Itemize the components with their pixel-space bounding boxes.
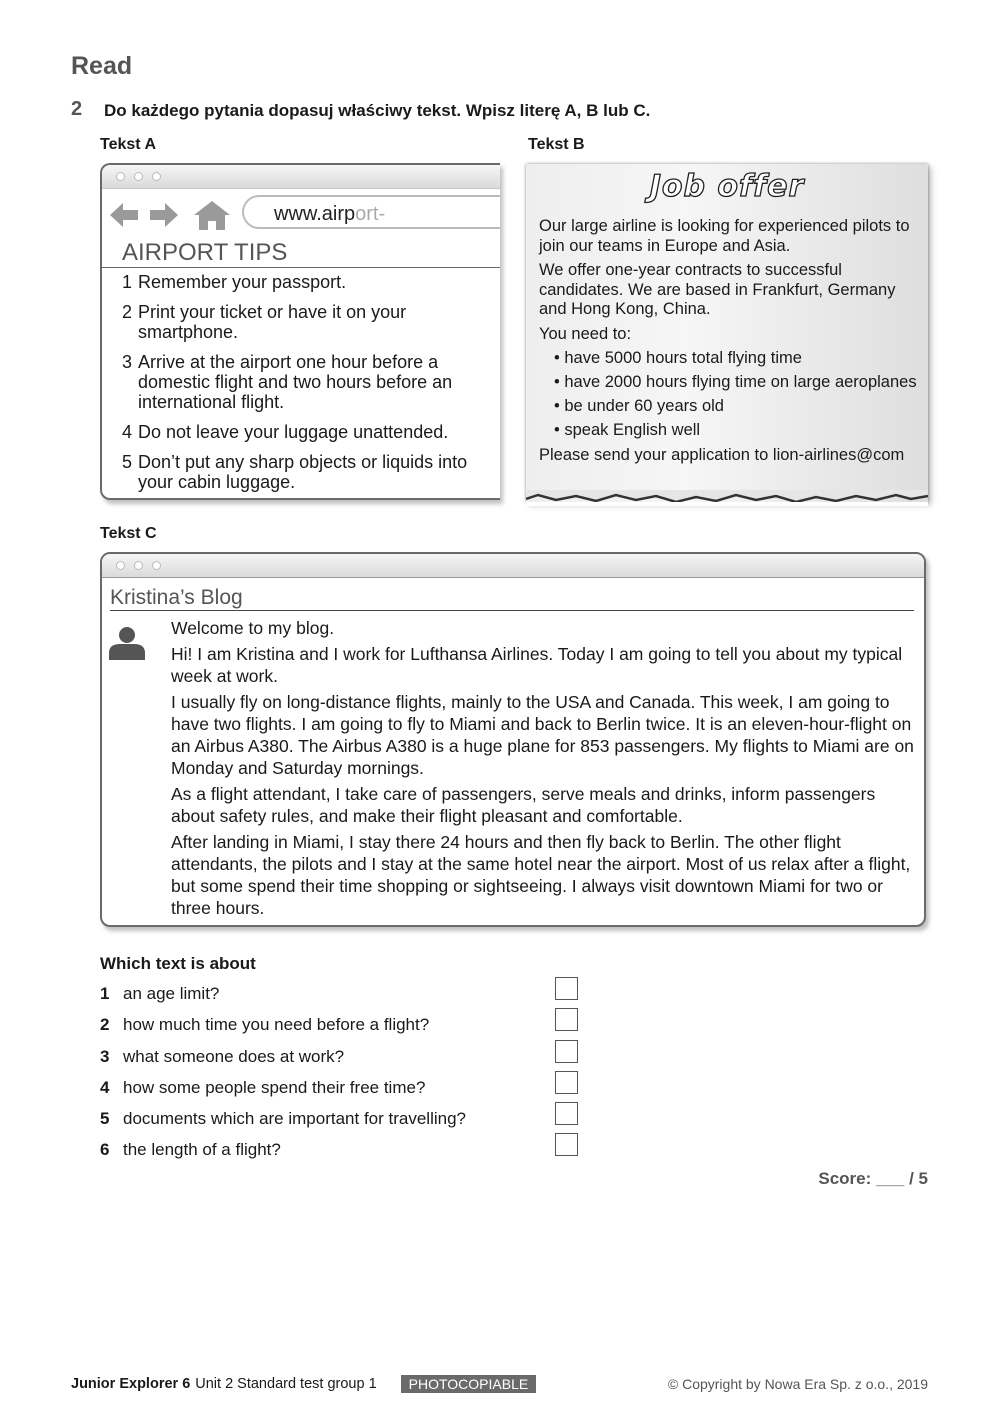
tip-number: 2: [122, 302, 133, 322]
footer: [71, 1375, 536, 1393]
requirement-item: • be under 60 years old: [554, 397, 724, 415]
photocopiable-badge: PHOTOCOPIABLE: [401, 1375, 537, 1393]
tip-text: Don’t put any sharp objects or liquids into your cabin luggage.: [138, 452, 468, 492]
tip-text: Print your ticket or have it on your smartphone.: [138, 302, 407, 342]
job-para-2: We offer one-year contracts to successful candidates. We are based in Frankfurt, Germany and Hong Kong, China.: [539, 261, 896, 318]
section-title: Read: [71, 52, 133, 80]
answer-box[interactable]: [555, 1071, 578, 1094]
browser-title-bar: [102, 165, 500, 189]
question-number: 2: [100, 1015, 110, 1035]
question-number: 5: [100, 1109, 110, 1129]
tip-item: [122, 452, 492, 492]
task-number: 2: [71, 98, 83, 120]
question-item: [100, 1109, 600, 1140]
tip-item: [122, 352, 492, 412]
question-text: documents which are important for travelling?: [123, 1109, 466, 1129]
question-text: how much time you need before a flight?: [123, 1015, 430, 1035]
job-need-intro: You need to:: [539, 324, 632, 343]
job-offer-body: [539, 217, 924, 470]
score: Score: ___ / 5: [818, 1169, 928, 1188]
text-a-label: Tekst A: [100, 136, 157, 153]
task-instruction: Do każdego pytania dopasuj właściwy tekst. Wpisz literę A, B lub C.: [104, 101, 651, 120]
tip-number: 3: [122, 352, 133, 372]
user-avatar-icon: [108, 626, 146, 660]
blog-body: [171, 617, 916, 923]
window-dots: [116, 561, 161, 570]
text-a-browser-window: [100, 163, 500, 500]
tip-number: 1: [122, 272, 133, 292]
question-item: [100, 984, 600, 1015]
window-dots: [116, 172, 161, 181]
forward-arrow-icon: [150, 203, 178, 227]
tip-item: [122, 272, 492, 292]
tip-text: Arrive at the airport one hour before a domestic flight and two hours before an international flight.: [138, 352, 453, 412]
question-text: how some people spend their free time?: [123, 1077, 426, 1097]
text-c-blog-window: [100, 552, 926, 927]
question-text: what someone does at work?: [123, 1046, 345, 1066]
question-text: an age limit?: [123, 984, 220, 1003]
tip-text: Remember your passport.: [138, 272, 347, 292]
question-number: 6: [100, 1140, 110, 1160]
divider: [102, 267, 500, 268]
question-number: 4: [100, 1077, 110, 1097]
requirements-list: [539, 349, 924, 441]
tip-item: [122, 422, 492, 442]
footer-book-title: Junior Explorer 6: [71, 1376, 191, 1392]
browser-title-bar: [102, 554, 924, 578]
blog-paragraph: I usually fly on long-distance flights, mainly to the USA and Canada. This week, I am going to have two flights. I am going to fly to Miami and back to Berlin twice. It is an eleven-hour-flight on an Airbus A380. The Airbus A380 is a huge plane for 853 passengers. My flights to Miami are on Monday and Saturday mornings.: [171, 692, 914, 778]
job-offer-notice: [526, 164, 928, 502]
airport-tips-heading: AIRPORT TIPS: [122, 239, 288, 266]
questions-list: [100, 984, 600, 1172]
blog-title: Kristina’s Blog: [110, 586, 243, 609]
answer-box[interactable]: [555, 1040, 578, 1063]
answer-box[interactable]: [555, 1102, 578, 1125]
blog-paragraph: As a flight attendant, I take care of passengers, serve meals and drinks, inform passengers about safety rules, and make their flight pleasant and comfortable.: [171, 784, 876, 826]
job-offer-title: Job offer: [649, 169, 805, 204]
text-c-label: Tekst C: [100, 525, 157, 542]
torn-edge: [526, 490, 928, 506]
blog-paragraph: Hi! I am Kristina and I work for Lufthansa Airlines. Today I am going to tell you about my typical week at work.: [171, 644, 903, 686]
requirement-item: • have 2000 hours flying time on large aeroplanes: [554, 373, 917, 391]
browser-nav-icons: [108, 199, 233, 231]
copyright: © Copyright by Nowa Era Sp. z o.o., 2019: [667, 1376, 928, 1392]
back-arrow-icon: [110, 203, 138, 227]
question-number: 1: [100, 984, 110, 1003]
requirement-item: • speak English well: [554, 421, 701, 439]
job-para-1: Our large airline is looking for experienced pilots to join our teams in Europe and Asia.: [539, 217, 910, 255]
tip-number: 4: [122, 422, 133, 442]
question-item: [100, 1047, 600, 1078]
answer-box[interactable]: [555, 1008, 578, 1031]
question-item: [100, 1078, 600, 1109]
tip-number: 5: [122, 452, 133, 472]
airport-tips-list: [122, 272, 492, 500]
blog-paragraph: Welcome to my blog.: [171, 618, 335, 638]
home-icon: [194, 201, 230, 230]
question-item: [100, 1140, 600, 1171]
divider: [110, 610, 914, 611]
question-number: 3: [100, 1046, 110, 1066]
tip-item: [122, 302, 492, 342]
blog-paragraph: After landing in Miami, I stay there 24 hours and then fly back to Berlin. The other flight attendants, the pilots and I stay at the same hotel near the airport. Most of us relax after a flight, but some spend their time shopping or sightseeing. I always visit downtown Miami for two or three hours.: [171, 832, 911, 918]
answer-box[interactable]: [555, 1133, 578, 1156]
text-b-label: Tekst B: [528, 136, 585, 153]
question-text: the length of a flight?: [123, 1140, 281, 1160]
requirement-item: • have 5000 hours total flying time: [554, 349, 802, 367]
tip-text: Do not leave your luggage unattended.: [138, 422, 449, 442]
questions-heading: Which text is about: [100, 954, 256, 973]
address-bar: [242, 195, 500, 229]
footer-unit: Unit 2 Standard test group 1: [195, 1376, 377, 1392]
job-closing: Please send your application to lion-airlines@com: [539, 445, 905, 464]
answer-box[interactable]: [555, 977, 578, 1000]
url-text-faded: ort-: [355, 203, 386, 225]
url-text: www.airp: [274, 203, 356, 225]
question-item: [100, 1015, 600, 1046]
